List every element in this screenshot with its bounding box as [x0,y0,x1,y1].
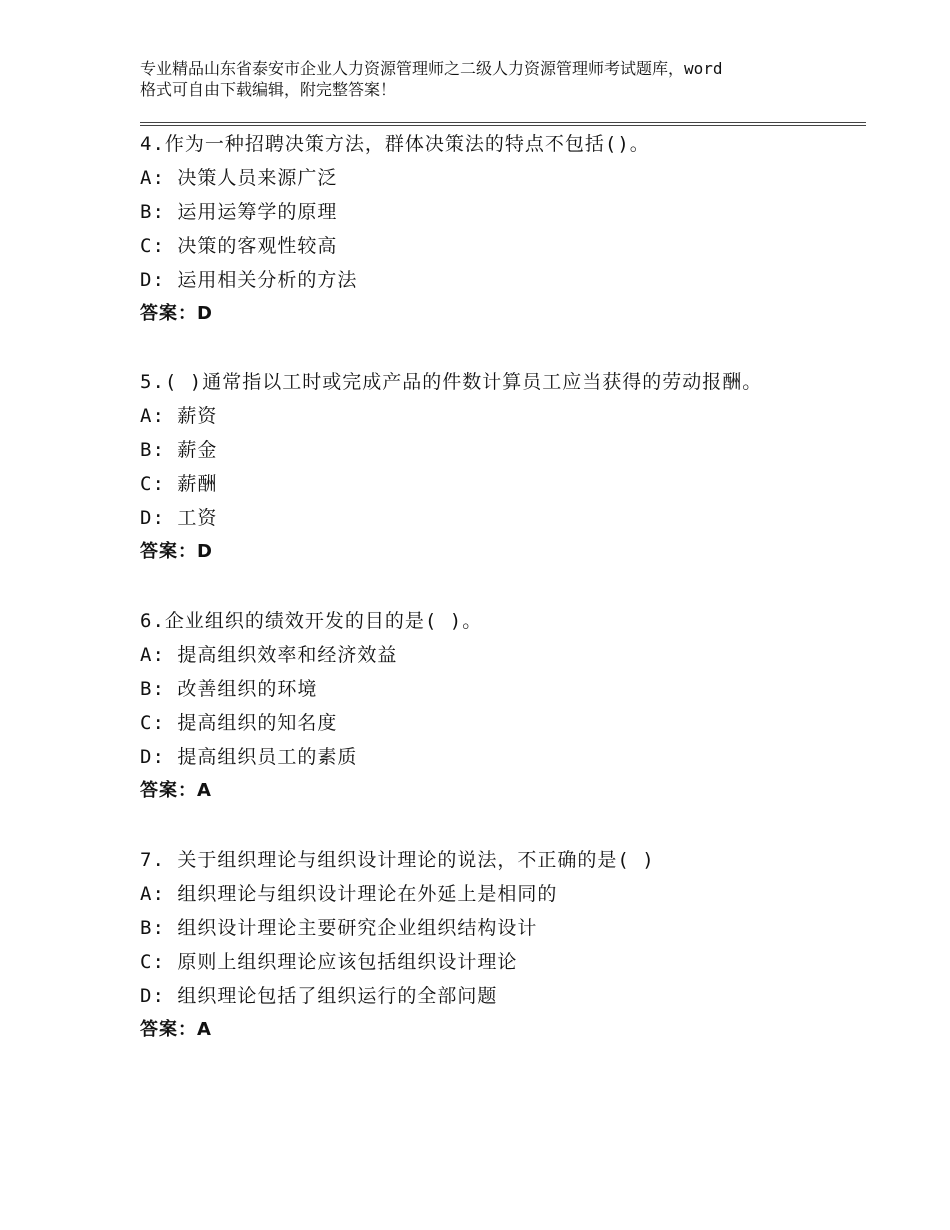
header-divider-bottom [140,125,866,126]
option-a: A: 提高组织效率和经济效益 [140,644,398,666]
question-stem: 6.企业组织的绩效开发的目的是( )。 [140,610,483,632]
option-c: C: 薪酬 [140,473,218,495]
header-divider-top [140,122,866,123]
option-d: D: 提高组织员工的素质 [140,746,358,768]
question-stem: 7. 关于组织理论与组织设计理论的说法，不正确的是( ) [140,849,655,871]
option-a: A: 薪资 [140,405,218,427]
option-d: D: 工资 [140,507,218,529]
question-stem: 5.( )通常指以工时或完成产品的件数计算员工应当获得的劳动报酬。 [140,371,763,393]
option-b: B: 组织设计理论主要研究企业组织结构设计 [140,917,538,939]
answer: 答案：D [140,541,213,562]
question-block [140,843,866,1047]
question-block [140,127,866,331]
option-a: A: 决策人员来源广泛 [140,167,338,189]
option-b: B: 薪金 [140,439,218,461]
option-d: D: 运用相关分析的方法 [140,269,358,291]
question-block [140,365,866,569]
question-block [140,604,866,808]
option-a: A: 组织理论与组织设计理论在外延上是相同的 [140,883,558,905]
option-c: C: 决策的客观性较高 [140,235,338,257]
option-b: B: 改善组织的环境 [140,678,318,700]
header-line-2: 格式可自由下载编辑，附完整答案！ [140,80,397,99]
option-b: B: 运用运筹学的原理 [140,201,338,223]
option-c: C: 提高组织的知名度 [140,712,338,734]
header-line-1: 专业精品山东省泰安市企业人力资源管理师之二级人力资源管理师考试题库，word [140,59,723,78]
answer: 答案：A [140,1019,212,1040]
answer: 答案：A [140,780,212,801]
answer: 答案：D [140,303,213,324]
document-header [140,58,840,100]
option-d: D: 组织理论包括了组织运行的全部问题 [140,985,498,1007]
option-c: C: 原则上组织理论应该包括组织设计理论 [140,951,518,973]
question-stem: 4.作为一种招聘决策方法，群体决策法的特点不包括()。 [140,133,650,155]
